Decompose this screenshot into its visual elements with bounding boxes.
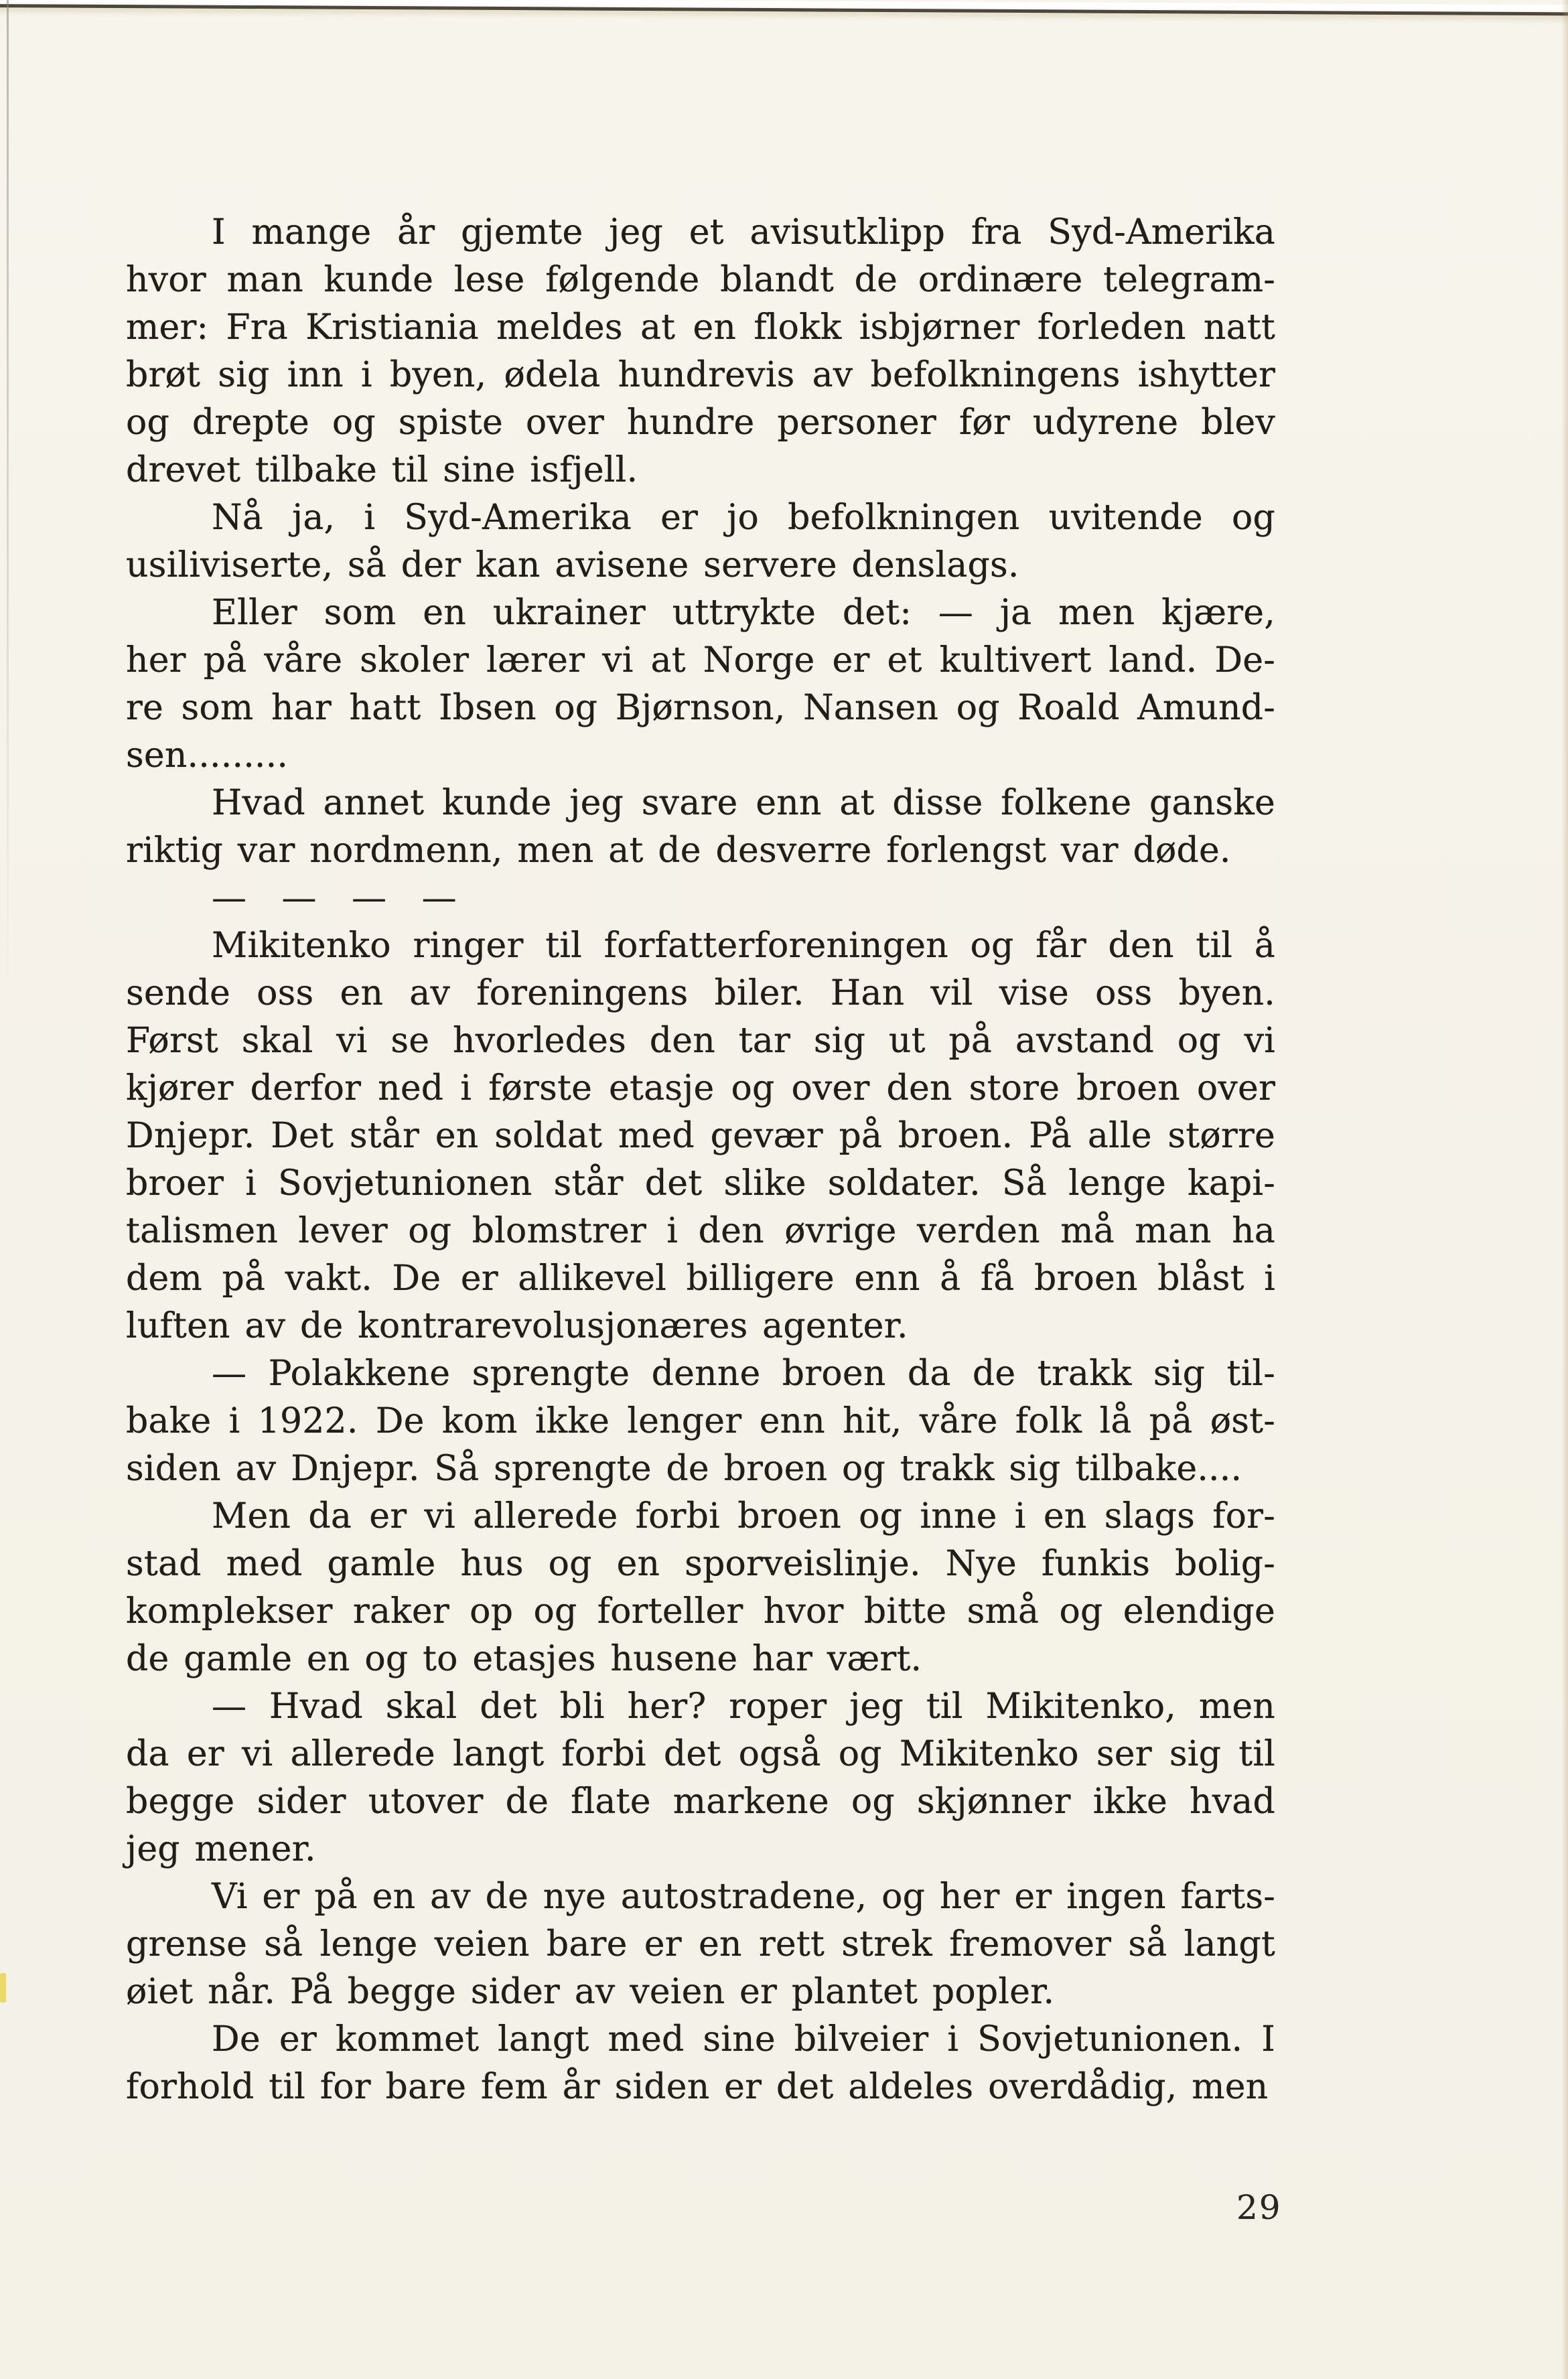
text-line: sen......... (126, 735, 289, 776)
text-line: øiet når. På begge sider av veien er plantet popler. (126, 1972, 1055, 2012)
text-line: grense så lenge veien bare er en rett strek fremover så langt (126, 1924, 1275, 1964)
scan-right-edge-shade (1561, 0, 1568, 2379)
text-line: komplekser raker op og forteller hvor bitte små og elendige (126, 1591, 1275, 1632)
text-line: Mikitenko ringer til forfatterforeningen og får den til å (212, 926, 1275, 966)
text-line: Først skal vi se hvorledes den tar sig ut på avstand og vi (126, 1021, 1275, 1061)
text-line: dem på vakt. De er allikevel billigere enn å få broen blåst i (126, 1258, 1275, 1299)
paragraph (126, 1350, 1275, 1493)
text-line: De er kommet langt med sine bilveier i Sovjetunionen. I (212, 2019, 1275, 2060)
paragraph (126, 494, 1275, 589)
text-line: riktig var nordmenn, men at de desverre forlengst var døde. (126, 831, 1231, 871)
text-line: begge sider utover de flate markene og skjønner ikke hvad (126, 1782, 1275, 1822)
text-line: stad med gamle hus og en sporveislinje. Nye funkis bolig- (126, 1544, 1275, 1584)
text-line: kjører derfor ned i første etasje og over den store broen over (126, 1068, 1275, 1108)
paragraph (126, 1493, 1275, 1683)
text-line: hvor man kunde lese følgende blandt de ordinære telegram- (126, 260, 1275, 300)
text-line: de gamle en og to etasjes husene har vært. (126, 1639, 922, 1679)
text-line: da er vi allerede langt forbi det også og Mikitenko ser sig til (126, 1734, 1275, 1774)
text-line: bake i 1922. De kom ikke lenger enn hit, våre folk lå på øst- (126, 1401, 1275, 1441)
scan-left-edge-line (7, 0, 9, 1005)
page-number: 29 (1236, 2188, 1282, 2227)
text-line: brøt sig inn i byen, ødela hundrevis av befolkningens ishytter (126, 355, 1275, 395)
paragraph (126, 1873, 1275, 2016)
text-line: usiliviserte, så der kan avisene servere denslags. (126, 545, 1019, 585)
text-line: og drepte og spiste over hundre personer før udyrene blev (126, 403, 1275, 443)
text-line: talismen lever og blomstrer i den øvrige verden må man ha (126, 1211, 1275, 1251)
text-line: — Hvad skal det bli her? roper jeg til Mikitenko, men (212, 1686, 1275, 1727)
separator-line: — — — — (212, 878, 457, 918)
text-line: Dnjepr. Det står en soldat med gevær på broen. På alle større (126, 1116, 1275, 1156)
section-separator (126, 875, 1275, 922)
paragraph (126, 780, 1275, 875)
yellow-smudge-artifact (0, 1973, 6, 2003)
text-line: re som har hatt Ibsen og Bjørnson, Nansen og Roald Amund- (126, 688, 1275, 728)
text-line: siden av Dnjepr. Så sprengte de broen og trakk sig tilbake.... (126, 1449, 1242, 1489)
text-line: Vi er på en av de nye autostradene, og her er ingen farts- (212, 1877, 1275, 1917)
page-text-block (126, 209, 1275, 2111)
text-line: broer i Sovjetunionen står det slike soldater. Så lenge kapi- (126, 1163, 1275, 1204)
text-line: mer: Fra Kristiania meldes at en flokk isbjørner forleden natt (126, 307, 1275, 348)
paragraph (126, 2016, 1275, 2111)
paragraph (126, 1683, 1275, 1873)
text-line: Hvad annet kunde jeg svare enn at disse folkene ganske (212, 783, 1275, 823)
text-line: her på våre skoler lærer vi at Norge er et kultivert land. De- (126, 640, 1275, 680)
text-line: jeg mener. (126, 1829, 316, 1869)
text-line: Men da er vi allerede forbi broen og inne i en slags for- (212, 1496, 1275, 1536)
text-line: Nå ja, i Syd-Amerika er jo befolkningen uvitende og (212, 498, 1275, 538)
text-line: I mange år gjemte jeg et avisutklipp fra Syd-Amerika (212, 212, 1275, 253)
paragraph (126, 589, 1275, 780)
paragraph (126, 922, 1275, 1350)
text-line: — Polakkene sprengte denne broen da de trakk sig til- (212, 1354, 1275, 1394)
text-line: Eller som en ukrainer uttrykte det: — ja men kjære, (212, 593, 1275, 633)
text-line: drevet tilbake til sine isfjell. (126, 450, 638, 490)
paragraph (126, 209, 1275, 494)
text-line: forhold til for bare fem år siden er det aldeles overdådig, men (126, 2067, 1269, 2107)
text-line: sende oss en av foreningens biler. Han vil vise oss byen. (126, 973, 1275, 1013)
text-line: luften av de kontrarevolusjonæres agenter. (126, 1306, 908, 1346)
